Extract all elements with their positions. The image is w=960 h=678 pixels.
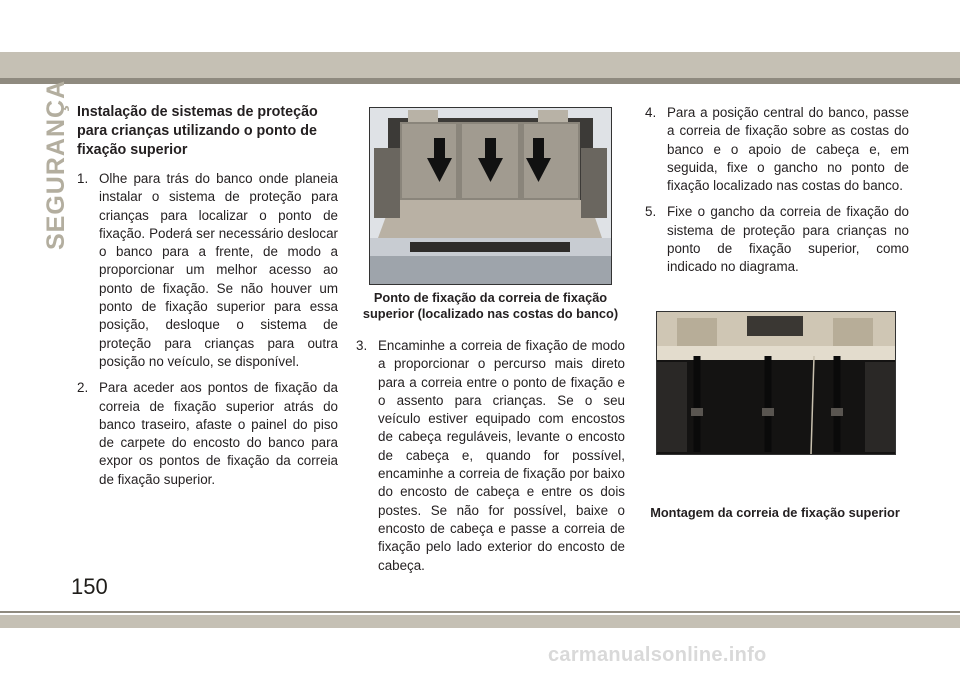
footer-rule — [0, 611, 960, 613]
right-column — [645, 104, 909, 285]
item-text: Olhe para trás do banco onde planeia instalar o sistema de proteção para crianças para localizar o ponto de fixação. Poderá ser necessário deslocar o banco para a frente, de modo a proporcionar um melhor acesso ao ponto de fixação. Se não houver um ponto de fixação superior para essa posição, desloque o sistema de proteção para crianças para outra posição no veículo, se disponível. — [99, 171, 338, 369]
page-number: 150 — [71, 574, 108, 599]
tether-strap-illustration — [657, 312, 895, 454]
item-number: 5. — [645, 204, 657, 220]
section-tab — [12, 79, 70, 250]
list-item — [645, 104, 909, 195]
list-item — [77, 379, 338, 489]
item-number: 4. — [645, 105, 657, 120]
watermark: carmanualsonline.info — [548, 644, 767, 666]
item-text: Para aceder aos pontos de fixação da correia de fixação superior atrás do banco traseiro, afaste o painel do piso de carpete do encosto do banco para expor os pontos de fixação da correia de fixação superior. — [99, 380, 338, 487]
item-text: Encaminhe a correia de fixação de modo a proporcionar o percurso mais direto para a correia entre o ponto de fixação e o assento para crianças. Se o seu veículo estiver equipado com encostos de cabeça reguláveis, levante o encosto de cabeça e, quando for possível, encaminhe a correia de fixação por baixo do encosto de cabeça e entre os dois postes. Se não for possível, baixe o encosto de cabeça e passe a correia de fixação pelo lado exterior do encosto de cabeça. — [378, 338, 625, 573]
section-tab-label: SEGURANÇA — [42, 79, 70, 250]
cargo-area-illustration — [370, 108, 611, 284]
header-rule — [0, 78, 960, 84]
header-bar — [0, 52, 960, 78]
figure-caption: Montagem da correia de fixação superior — [650, 505, 900, 520]
left-column — [77, 103, 338, 497]
section-heading: Instalação de sistemas de proteção para crianças utilizando o ponto de fixação superior — [77, 104, 318, 158]
tether-strap-photo — [656, 311, 896, 455]
middle-column — [356, 290, 625, 583]
footer-bar — [0, 615, 960, 628]
item-number: 2. — [77, 380, 89, 396]
cargo-area-photo — [369, 107, 612, 285]
item-number: 1. — [77, 171, 89, 186]
item-number: 3. — [356, 338, 368, 353]
item-text: Para a posição central do banco, passe a correia de fixação sobre as costas do banco e o apoio de cabeça e, em seguida, fixe o gancho no ponto de fixação localizado nas costas do banco. — [667, 105, 909, 194]
header-band — [0, 0, 960, 57]
figure-caption: Ponto de fixação da correia de fixação superior (localizado nas costas do banco) — [362, 290, 619, 321]
list-item — [645, 203, 909, 276]
list-item — [356, 337, 625, 575]
item-text: Fixe o gancho da correia de fixação do sistema de proteção para crianças no ponto de fixação superior, como indicado no diagrama. — [667, 204, 909, 275]
list-item — [77, 170, 338, 371]
